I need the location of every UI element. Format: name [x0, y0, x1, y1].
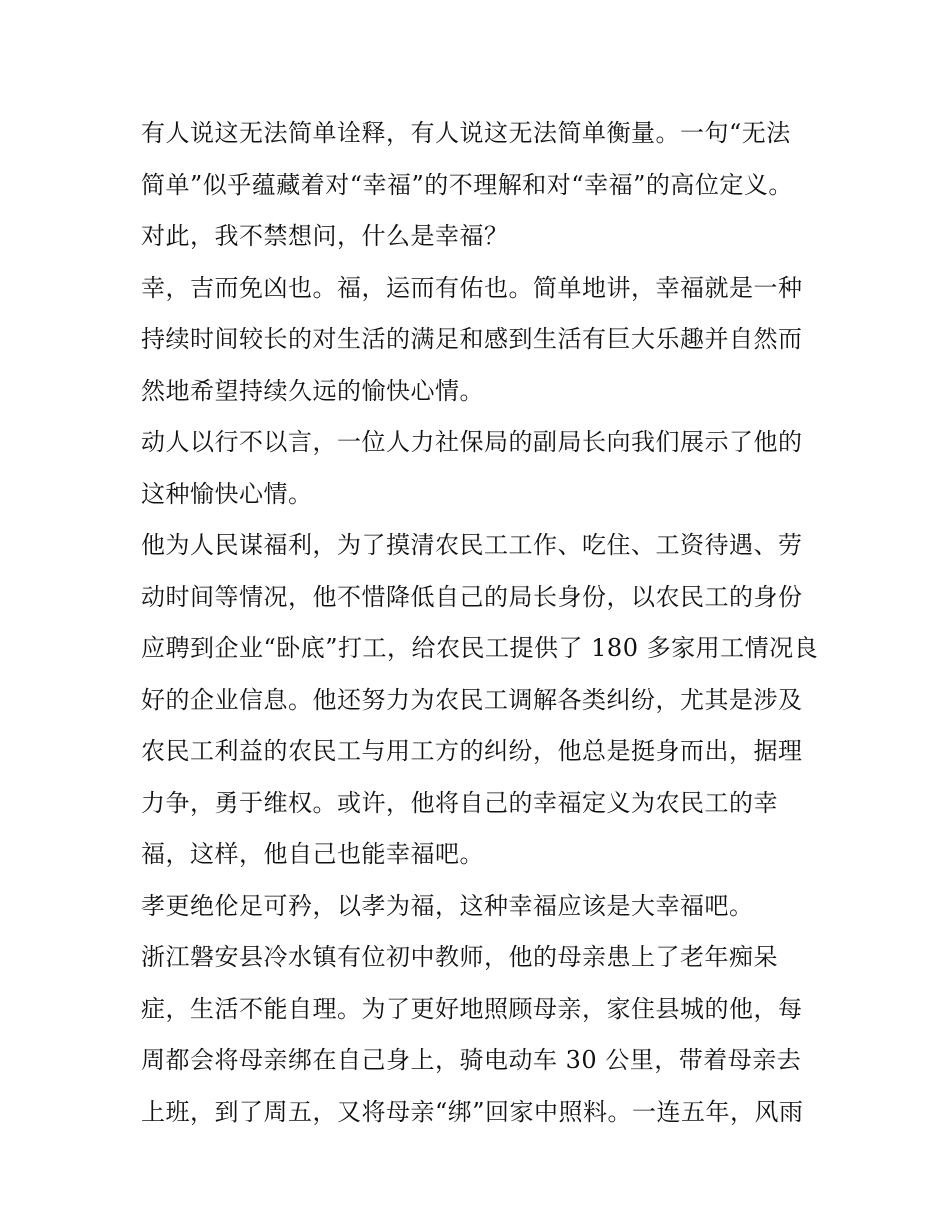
text-line: 动时间等情况，他不惜降低自己的局长身份，以农民工的身份: [141, 582, 803, 611]
text-line: 症，生活不能自理。为了更好地照顾母亲，家住县城的他，每: [141, 994, 803, 1023]
text-line: 持续时间较长的对生活的满足和感到生活有巨大乐趣并自然而: [141, 325, 803, 353]
text-line: 应聘到企业“卧底”打工，给农民工提供了 180 多家用工情况良: [141, 634, 819, 662]
text-line: 动人以行不以言，一位人力社保局的副局长向我们展示了他的: [141, 428, 803, 456]
text-line: 力争，勇于维权。或许，他将自己的幸福定义为农民工的幸: [141, 788, 778, 817]
text-line: 周都会将母亲绑在自己身上，骑电动车 30 公里，带着母亲去: [141, 1046, 802, 1074]
text-line: 孝更绝伦足可矜，以孝为福，这种幸福应该是大幸福吧。: [141, 891, 754, 920]
text-line: 福，这样，他自己也能幸福吧。: [141, 840, 484, 868]
text-line: 农民工利益的农民工与用工方的纠纷，他总是挺身而出，据理: [141, 737, 803, 765]
text-line: 有人说这无法简单诠释，有人说这无法简单衡量。一句“无法: [141, 119, 791, 147]
text-line: 简单”似乎蕴藏着对“幸福”的不理解和对“幸福”的高位定义。: [141, 170, 793, 199]
text-line: 然地希望持续久远的愉快心情。: [141, 376, 484, 405]
essay-body: [141, 108, 821, 1138]
text-line: 这种愉快心情。: [141, 479, 313, 508]
text-line: 好的企业信息。他还努力为农民工调解各类纠纷，尤其是涉及: [141, 685, 803, 714]
text-line: 幸，吉而免凶也。福，运而有佑也。简单地讲，幸福就是一种: [141, 273, 803, 302]
text-line: 对此，我不禁想问，什么是幸福？: [141, 222, 509, 250]
text-line: 上班，到了周五，又将母亲“绑”回家中照料。一连五年，风雨: [141, 1097, 804, 1126]
text-line: 浙江磐安县冷水镇有位初中教师，他的母亲患上了老年痴呆: [141, 943, 778, 971]
text-line: 他为人民谋福利，为了摸清农民工工作、吃住、工资待遇、劳: [141, 531, 803, 559]
